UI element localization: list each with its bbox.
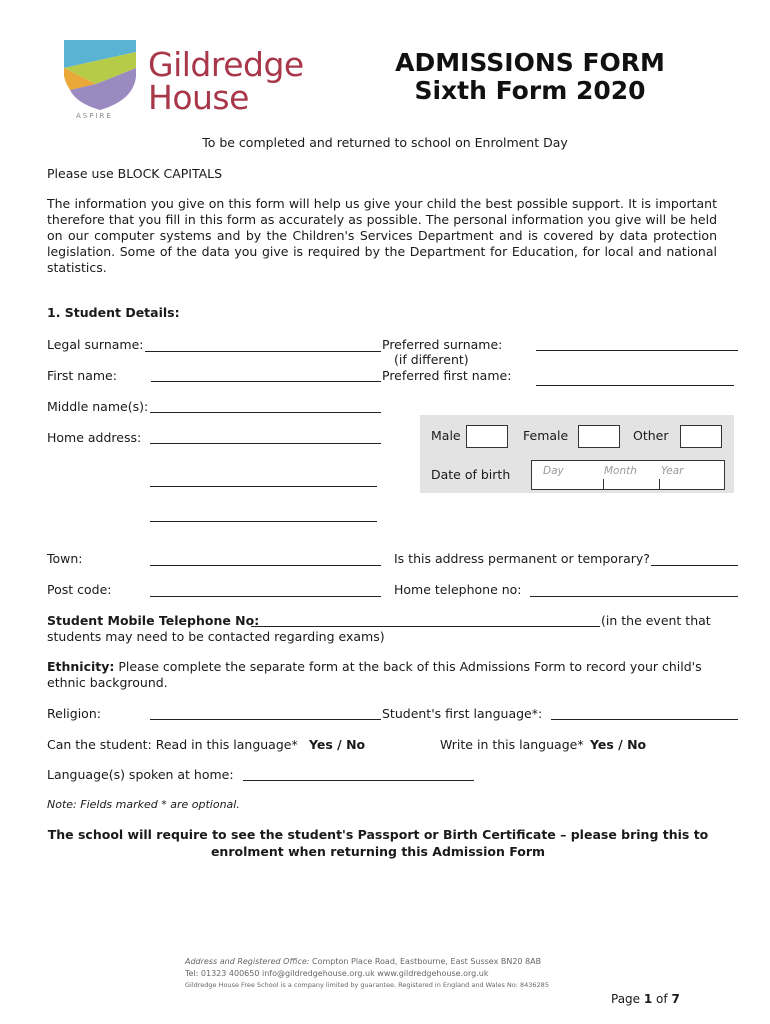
home-address-field-line2[interactable] (150, 486, 377, 487)
preferred-surname-field[interactable] (536, 350, 738, 351)
dob-day-placeholder: Day (543, 465, 564, 477)
home-address-field-line3[interactable] (150, 521, 377, 522)
school-name-line1: Gildredge (148, 45, 304, 84)
ethnicity-text: Please complete the separate form at the back of this Admissions Form to record your child's (114, 659, 702, 674)
first-language-field[interactable] (551, 719, 738, 720)
post-code-label: Post code: (47, 582, 112, 597)
mobile-telephone-field[interactable] (251, 626, 600, 627)
male-label: Male (431, 428, 461, 443)
read-language-label: Can the student: Read in this language* (47, 737, 298, 752)
home-telephone-field[interactable] (530, 596, 738, 597)
male-checkbox[interactable] (466, 425, 508, 448)
middle-names-label: Middle name(s): (47, 399, 149, 414)
page-prefix: Page (611, 992, 644, 1006)
school-name-line2: House (148, 78, 249, 117)
ethnicity-instruction (47, 659, 702, 674)
passport-notice-line2: enrolment when returning this Admission Form (210, 844, 546, 859)
school-name (148, 45, 304, 117)
legal-surname-label: Legal surname: (47, 337, 144, 352)
post-code-field[interactable] (150, 596, 381, 597)
dob-month-placeholder: Month (604, 465, 637, 477)
date-of-birth-field[interactable] (531, 460, 725, 490)
completion-instruction: To be completed and returned to school on Enrolment Day (202, 135, 568, 150)
form-subtitle: Sixth Form 2020 (414, 76, 646, 105)
preferred-first-name-field[interactable] (536, 385, 734, 386)
footer-address-label: Address and Registered Office: (185, 957, 310, 966)
middle-names-field[interactable] (150, 412, 381, 413)
block-capitals-note: Please use BLOCK CAPITALS (47, 166, 223, 181)
write-language-label: Write in this language* (440, 737, 584, 752)
footer-address-text: Compton Place Road, Eastbourne, East Sussex BN20 8AB (309, 957, 542, 966)
first-name-label: First name: (47, 368, 117, 383)
mobile-telephone-note: (in the event that (601, 613, 711, 628)
page-current: 1 (643, 992, 653, 1006)
first-language-label: Student's first language*: (382, 706, 543, 721)
other-label: Other (633, 428, 669, 443)
dob-divider (659, 479, 660, 489)
home-telephone-label: Home telephone no: (394, 582, 522, 597)
town-label: Town: (47, 551, 83, 566)
languages-home-label: Language(s) spoken at home: (47, 767, 234, 782)
read-yes-no-option[interactable]: Yes / No (309, 737, 366, 752)
female-label: Female (523, 428, 569, 443)
intro-paragraph: The information you give on this form will help us give your child the best possible support. It is important therefore that you fill in this form as accurately as possible. The personal information you give will be held on our computer systems and by the Children's Services Department and is covered by data protection legislation. Some of the data you give is required by the Department for Education, for local and national statistics. (47, 196, 717, 275)
section-heading: 1. Student Details: (47, 305, 180, 320)
legal-surname-field[interactable] (145, 351, 381, 352)
other-checkbox[interactable] (680, 425, 722, 448)
school-motto: ASPIRE (76, 112, 113, 120)
footer-contact: Tel: 01323 400650 info@gildredgehouse.org.uk www.gildredgehouse.org.uk (185, 969, 489, 978)
dob-year-placeholder: Year (661, 465, 684, 477)
first-name-field[interactable] (151, 381, 381, 382)
page-of: of (652, 992, 672, 1006)
date-of-birth-label: Date of birth (431, 467, 511, 482)
if-different-note: (if different) (394, 352, 469, 367)
ethnicity-label: Ethnicity: (47, 659, 115, 674)
footer-company: Gildredge House Free School is a company limited by guarantee. Registered in England and Wales No: 8436285 (185, 981, 549, 989)
religion-label: Religion: (47, 706, 101, 721)
town-field[interactable] (150, 565, 381, 566)
passport-notice-line1: The school will require to see the student's Passport or Birth Certificate – please bring this to (47, 827, 709, 842)
write-yes-no-option[interactable]: Yes / No (590, 737, 647, 752)
religion-field[interactable] (150, 719, 381, 720)
page-indicator (611, 992, 680, 1006)
home-address-field-line1[interactable] (150, 443, 381, 444)
address-permanent-field[interactable] (651, 565, 738, 566)
optional-fields-note: Note: Fields marked * are optional. (47, 798, 240, 811)
form-title: ADMISSIONS FORM (395, 48, 665, 77)
dob-divider (603, 479, 604, 489)
home-address-label: Home address: (47, 430, 142, 445)
mobile-telephone-label: Student Mobile Telephone No: (47, 613, 260, 628)
address-permanent-label: Is this address permanent or temporary? (394, 551, 650, 566)
preferred-first-name-label: Preferred first name: (382, 368, 512, 383)
page-total: 7 (671, 992, 680, 1006)
mobile-telephone-note-cont: students may need to be contacted regarding exams) (47, 629, 385, 644)
school-crest-logo (62, 38, 138, 112)
footer-address (185, 957, 541, 966)
languages-home-field[interactable] (243, 780, 474, 781)
ethnicity-text-cont: ethnic background. (47, 675, 168, 690)
female-checkbox[interactable] (578, 425, 620, 448)
preferred-surname-label: Preferred surname: (382, 337, 503, 352)
